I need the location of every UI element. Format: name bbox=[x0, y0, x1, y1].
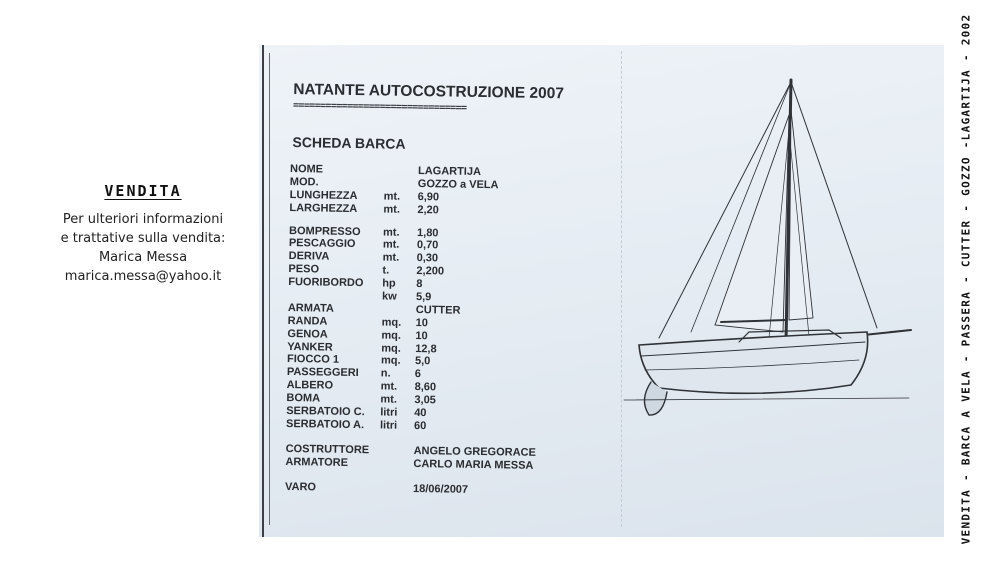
spec-label: DERIVA bbox=[288, 250, 330, 263]
spec-value: 10 bbox=[415, 316, 428, 329]
spec-sheet bbox=[284, 45, 632, 496]
spec-label: SERBATOIO A. bbox=[285, 417, 365, 432]
spec-value: 0,30 bbox=[416, 252, 439, 265]
spec-unit: litri bbox=[380, 406, 398, 419]
spec-value: CARLO MARIA MESSA bbox=[413, 457, 534, 472]
spec-unit: mt. bbox=[382, 238, 400, 252]
spec-unit: mt. bbox=[382, 226, 400, 239]
spec-value: 6,90 bbox=[417, 190, 440, 204]
spec-unit: mt. bbox=[383, 203, 401, 216]
sailboat-drawing bbox=[619, 70, 919, 430]
spec-label: PASSEGGERI bbox=[286, 366, 359, 380]
spec-label: SERBATOIO C. bbox=[286, 404, 365, 419]
paper-edge-line-inner bbox=[269, 53, 270, 525]
spec-value: 0,70 bbox=[416, 239, 439, 252]
spec-label: ALBERO bbox=[286, 379, 334, 392]
spec-unit: mq. bbox=[381, 316, 402, 329]
contact-panel bbox=[48, 182, 238, 286]
spec-label: FUORIBORDO bbox=[288, 276, 364, 290]
spec-table bbox=[284, 162, 536, 496]
spec-label: BOMPRESSO bbox=[288, 224, 361, 238]
spec-value: 12,8 bbox=[415, 342, 437, 355]
spec-label: LUNGHEZZA bbox=[289, 188, 358, 202]
paper-edge-line bbox=[262, 45, 264, 537]
spec-value: 60 bbox=[413, 419, 427, 433]
spec-value: 8 bbox=[416, 278, 423, 291]
spec-value: ANGELO GREGORACE bbox=[413, 444, 536, 459]
spec-unit: mq. bbox=[380, 354, 401, 368]
spec-label: COSTRUTTORE bbox=[285, 442, 370, 457]
spec-label: PESCAGGIO bbox=[288, 237, 356, 251]
spec-unit: mt. bbox=[383, 190, 401, 203]
spec-label: RANDA bbox=[287, 314, 328, 328]
spec-value: 6 bbox=[414, 368, 422, 381]
spec-unit: mt. bbox=[380, 393, 398, 406]
spec-unit: litri bbox=[379, 419, 398, 432]
spec-value: 2,200 bbox=[416, 265, 445, 278]
sheet-title-underline: ================================ bbox=[292, 100, 467, 114]
spec-unit: kw bbox=[381, 290, 397, 303]
contact-email[interactable]: marica.messa@yahoo.it bbox=[64, 269, 222, 284]
spec-unit: mt. bbox=[382, 251, 400, 265]
spec-label: NOME bbox=[289, 162, 324, 176]
spec-value: 10 bbox=[415, 329, 428, 342]
spec-value: CUTTER bbox=[415, 303, 461, 317]
info-line-2: e trattative sulla vendita: bbox=[60, 231, 226, 246]
spec-value: GOZZO a VELA bbox=[417, 177, 499, 192]
spec-label: PESO bbox=[288, 263, 320, 276]
spec-label: BOMA bbox=[286, 392, 321, 405]
spec-value: 18/06/2007 bbox=[412, 482, 469, 496]
spec-label: LARGHEZZA bbox=[289, 201, 358, 215]
contact-name: Marica Messa bbox=[98, 250, 188, 265]
boat-spec-sheet-photo bbox=[259, 45, 944, 537]
spec-value: 5,0 bbox=[414, 355, 431, 368]
spec-value: 1,80 bbox=[416, 226, 439, 239]
spec-value: LAGARTIJA bbox=[417, 164, 482, 178]
spec-label: FIOCCO 1 bbox=[286, 353, 340, 367]
info-line-1: Per ulteriori informazioni bbox=[62, 212, 224, 227]
spec-label: YANKER bbox=[287, 340, 333, 354]
spec-label: ARMATORE bbox=[285, 455, 349, 469]
hull bbox=[639, 332, 868, 393]
spec-label: GENOA bbox=[287, 327, 328, 341]
spec-value: 40 bbox=[414, 406, 427, 420]
spec-label: MOD. bbox=[289, 175, 319, 189]
vertical-banner-text: VENDITA - BARCA A VELA - PASSERA - CUTTER - GOZZO -LAGARTIJA - 2002 bbox=[959, 13, 973, 545]
spec-unit: hp bbox=[382, 277, 396, 290]
vertical-banner bbox=[951, 13, 981, 545]
spec-unit: n. bbox=[380, 367, 391, 380]
sale-heading: VENDITA bbox=[104, 182, 182, 200]
spec-label: VARO bbox=[284, 480, 317, 494]
sheet-subtitle: SCHEDA BARCA bbox=[292, 134, 406, 152]
spec-unit: mq. bbox=[381, 342, 401, 355]
spec-unit: mt. bbox=[380, 380, 398, 393]
spec-label: ARMATA bbox=[287, 301, 334, 315]
sheet-title: NATANTE AUTOCOSTRUZIONE 2007 bbox=[293, 81, 565, 103]
jib-sail bbox=[715, 115, 789, 332]
spec-value: 2,20 bbox=[417, 203, 439, 216]
main-sail bbox=[789, 110, 813, 320]
spec-value: 5,9 bbox=[415, 290, 432, 304]
spec-unit: mq. bbox=[381, 329, 402, 342]
spec-value: 8,60 bbox=[414, 381, 437, 394]
spec-value: 3,05 bbox=[414, 394, 436, 407]
spec-unit: t. bbox=[382, 264, 390, 277]
waterline bbox=[624, 398, 909, 400]
